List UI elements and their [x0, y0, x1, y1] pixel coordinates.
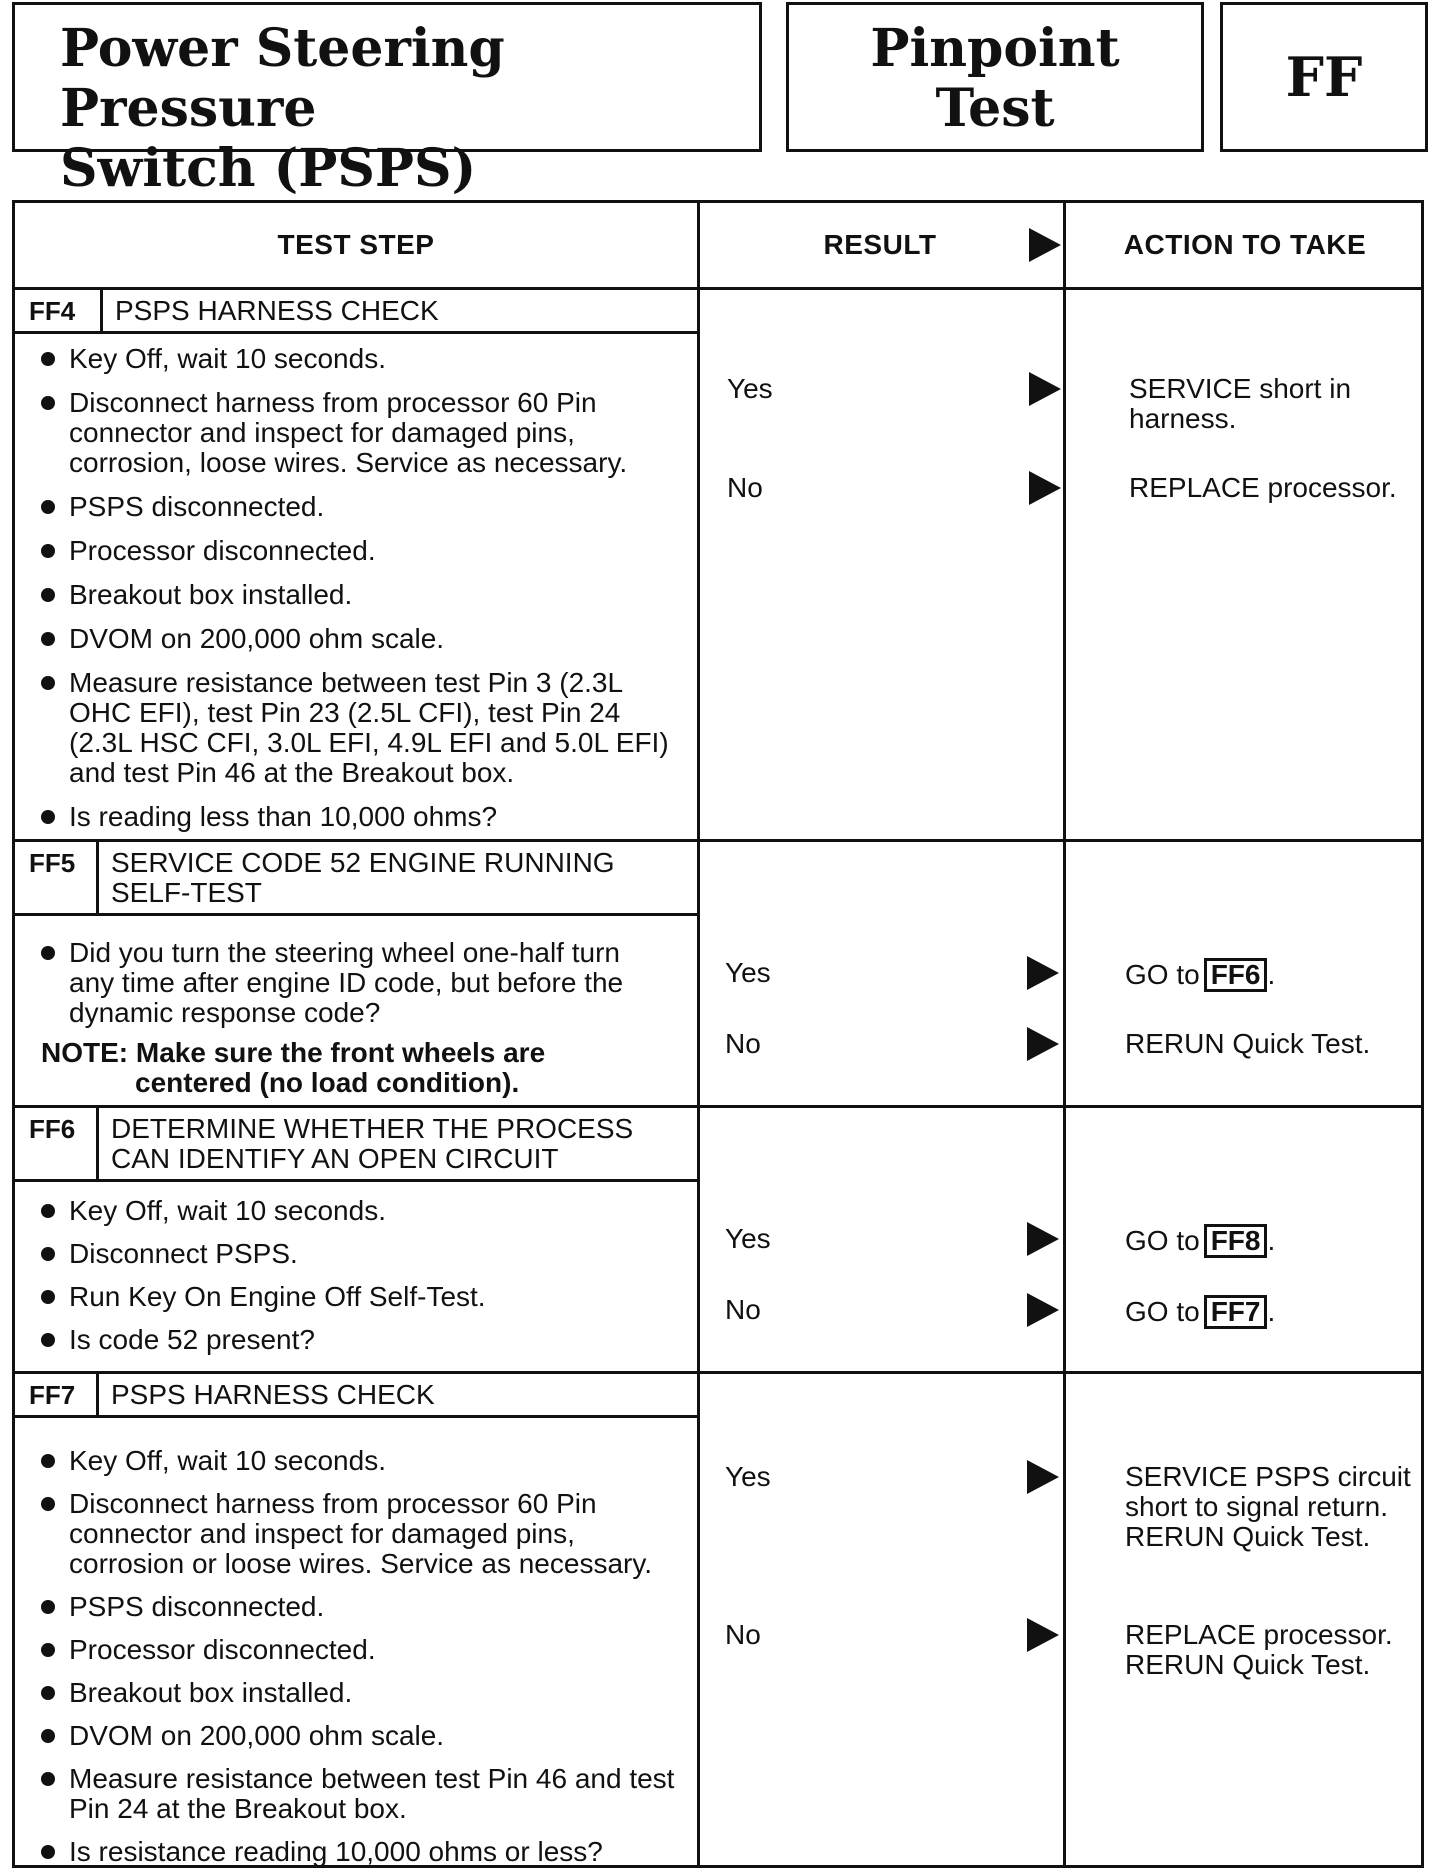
instruction-item: PSPS disconnected. — [39, 1592, 679, 1622]
step-id: FF6 — [15, 1108, 99, 1182]
instruction-item: Breakout box installed. — [39, 580, 669, 610]
step-note — [41, 1038, 681, 1098]
instruction-item: Is code 52 present? — [39, 1325, 669, 1355]
bullet-icon — [41, 1600, 55, 1614]
instruction-item: Is reading less than 10,000 ohms? — [39, 802, 669, 832]
instruction-item: Measure resistance between test Pin 3 (2.3L OHC EFI), test Pin 23 (2.5L CFI), test Pin 24 (2.3L HSC CFI, 3.0L EFI, 4.9L EFI and 5.0L EFI) and test Pin 46 at the Breakout box. — [39, 668, 669, 788]
instruction-item: Key Off, wait 10 seconds. — [39, 344, 669, 374]
step-title: SERVICE CODE 52 ENGINE RUNNING SELF-TEST — [99, 842, 697, 916]
step-reference[interactable]: FF7 — [1204, 1295, 1268, 1329]
column-header-action: ACTION TO TAKE — [1123, 229, 1367, 260]
note-label: NOTE: — [41, 1037, 129, 1068]
action-no: REPLACE processor. — [1129, 472, 1397, 503]
bullet-icon — [41, 352, 55, 366]
arrow-right-icon — [1027, 1293, 1059, 1327]
bullet-icon — [41, 1247, 55, 1261]
instruction-item: Breakout box installed. — [39, 1678, 679, 1708]
instruction-item: Processor disconnected. — [39, 536, 669, 566]
instruction-item: DVOM on 200,000 ohm scale. — [39, 1721, 679, 1751]
result-no: No — [725, 1619, 761, 1650]
instruction-item: Disconnect PSPS. — [39, 1239, 669, 1269]
step-id: FF5 — [15, 842, 99, 916]
step-id: FF4 — [15, 290, 103, 334]
arrow-right-icon — [1027, 1460, 1059, 1494]
action-yes: SERVICE short in harness. — [1129, 373, 1352, 434]
bullet-icon — [41, 676, 55, 690]
result-yes: Yes — [727, 373, 773, 404]
result-yes: Yes — [725, 957, 771, 988]
action-yes: GO to FF6 . — [1125, 959, 1276, 990]
bullet-icon — [41, 1686, 55, 1700]
section-line-2: Test — [935, 78, 1055, 139]
instruction-item: Disconnect harness from processor 60 Pin connector and inspect for damaged pins, corrosion or loose wires. Service as necessary. — [39, 1489, 679, 1579]
step-title: DETERMINE WHETHER THE PROCESS CAN IDENTIFY AN OPEN CIRCUIT — [99, 1108, 697, 1182]
bullet-icon — [41, 1729, 55, 1743]
bullet-icon — [41, 1454, 55, 1468]
result-yes: Yes — [725, 1461, 771, 1492]
bullet-icon — [41, 1204, 55, 1218]
code-box — [1220, 2, 1428, 152]
step-instructions — [39, 1196, 669, 1355]
note-text: centered (no load condition). — [135, 1067, 520, 1098]
bullet-icon — [41, 1643, 55, 1657]
arrow-right-icon — [1029, 372, 1061, 406]
step-instructions — [39, 344, 669, 832]
result-no: No — [725, 1028, 761, 1059]
arrow-right-icon — [1029, 471, 1061, 505]
bullet-icon — [41, 946, 55, 960]
title-line-2: Switch (PSPS) — [60, 138, 477, 199]
step-reference[interactable]: FF6 — [1204, 958, 1268, 992]
instruction-item: Processor disconnected. — [39, 1635, 679, 1665]
instruction-item: PSPS disconnected. — [39, 492, 669, 522]
bullet-icon — [41, 632, 55, 646]
step-title: PSPS HARNESS CHECK — [103, 290, 697, 334]
action-yes: SERVICE PSPS circuit short to signal return. RERUN Quick Test. — [1125, 1461, 1411, 1552]
instruction-item: Key Off, wait 10 seconds. — [39, 1196, 669, 1226]
note-text: Make sure the front wheels are — [135, 1037, 546, 1068]
column-header-result: RESULT — [823, 229, 937, 260]
test-code: FF — [1285, 45, 1363, 109]
step-reference[interactable]: FF8 — [1204, 1224, 1268, 1258]
instruction-item: Disconnect harness from processor 60 Pin connector and inspect for damaged pins, corrosion, loose wires. Service as necessary. — [39, 388, 669, 478]
step-id: FF7 — [15, 1374, 99, 1418]
instruction-item: Key Off, wait 10 seconds. — [39, 1446, 679, 1476]
bullet-icon — [41, 1772, 55, 1786]
step-instructions — [39, 938, 669, 1028]
title-box — [12, 2, 762, 199]
section-label — [789, 19, 1201, 139]
result-no: No — [727, 472, 763, 503]
instruction-item: Run Key On Engine Off Self-Test. — [39, 1282, 669, 1312]
instruction-item: Is resistance reading 10,000 ohms or less? — [39, 1837, 679, 1867]
arrow-right-icon — [1027, 1027, 1059, 1061]
column-header-test-step: TEST STEP — [277, 229, 435, 260]
instruction-item: DVOM on 200,000 ohm scale. — [39, 624, 669, 654]
arrow-right-icon — [1027, 1618, 1059, 1652]
instruction-item: Did you turn the steering wheel one-half turn any time after engine ID code, but before the dynamic response code? — [39, 938, 669, 1028]
action-no: REPLACE processor. RERUN Quick Test. — [1125, 1619, 1393, 1680]
action-yes: GO to FF8 . — [1125, 1225, 1276, 1256]
bullet-icon — [41, 588, 55, 602]
title-line-1: Power Steering Pressure — [60, 18, 505, 139]
step-instructions — [39, 1446, 679, 1867]
arrow-right-icon — [1027, 1222, 1059, 1256]
pinpoint-table — [12, 200, 1424, 1868]
action-no: GO to FF7 . — [1125, 1296, 1276, 1327]
action-no: RERUN Quick Test. — [1125, 1028, 1371, 1059]
instruction-item: Measure resistance between test Pin 46 and test Pin 24 at the Breakout box. — [39, 1764, 679, 1824]
bullet-icon — [41, 500, 55, 514]
bullet-icon — [41, 1845, 55, 1859]
column-divider — [1063, 203, 1066, 1865]
arrow-right-icon — [1027, 956, 1059, 990]
bullet-icon — [41, 396, 55, 410]
step-title: PSPS HARNESS CHECK — [99, 1374, 697, 1418]
column-divider — [697, 203, 700, 1865]
bullet-icon — [41, 1290, 55, 1304]
result-yes: Yes — [725, 1223, 771, 1254]
arrow-right-icon — [1029, 228, 1061, 262]
section-box — [786, 2, 1204, 152]
bullet-icon — [41, 544, 55, 558]
bullet-icon — [41, 1497, 55, 1511]
bullet-icon — [41, 1333, 55, 1347]
page-title — [60, 19, 759, 199]
result-no: No — [725, 1294, 761, 1325]
bullet-icon — [41, 810, 55, 824]
section-line-1: Pinpoint — [870, 18, 1120, 79]
